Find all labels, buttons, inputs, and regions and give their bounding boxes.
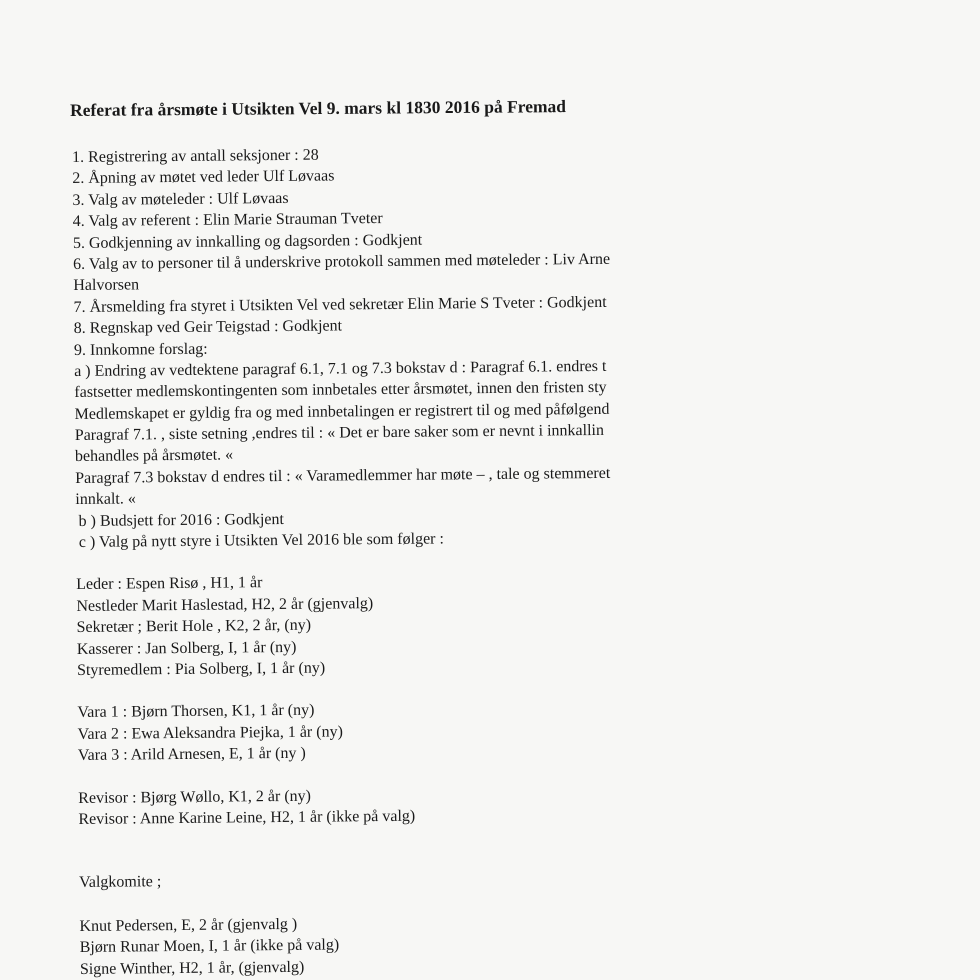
agenda-item-6-cont: Halvorsen xyxy=(73,276,140,295)
committee-member: Signe Winther, H2, 1 år, (gjenvalg) xyxy=(79,958,305,978)
board-member: Leder : Espen Risø , H1, 1 år xyxy=(76,574,263,594)
auditor: Revisor : Anne Karine Leine, H2, 1 år (ikke på valg) xyxy=(78,807,416,828)
committee-heading: Valgkomite ; xyxy=(78,873,162,892)
document-title: Referat fra årsmøte i Utsikten Vel 9. mars kl 1830 2016 på Fremad xyxy=(70,96,567,120)
committee-member: Knut Pedersen, E, 2 år (gjenvalg ) xyxy=(79,915,298,935)
agenda-item-9: 9. Innkomne forslag: xyxy=(73,340,208,359)
deputy-member: Vara 3 : Arild Arnesen, E, 1 år (ny ) xyxy=(77,744,306,765)
agenda-item-3: 3. Valg av møteleder : Ulf Løvaas xyxy=(72,189,289,209)
board-list xyxy=(76,566,977,682)
proposal-c: c ) Valg på nytt styre i Utsikten Vel 2016 ble som følger : xyxy=(78,530,445,551)
board-member: Sekretær ; Berit Hole , K2, 2 år, (ny) xyxy=(76,616,312,637)
proposal-a-line-5: behandles på årsmøtet. « xyxy=(74,446,234,466)
proposal-a-line-3: Medlemskapet er gyldig fra og med innbetalingen er registrert til og med påfølgend xyxy=(74,400,610,423)
proposal-a-line-4: Paragraf 7.1. , siste setning ,endres til : « Det er bare saker som er nevnt i innkallin xyxy=(74,421,605,445)
proposal-a-line-6: Paragraf 7.3 bokstav d endres til : « Varamedlemmer har møte – , tale og stemmeret xyxy=(75,464,611,487)
board-member: Styremedlem : Pia Solberg, I, 1 år (ny) xyxy=(76,659,326,679)
committee-member: Bjørn Runar Moen, I, 1 år (ikke på valg) xyxy=(79,936,340,957)
board-member: Kasserer : Jan Solberg, I, 1 år (ny) xyxy=(76,638,297,658)
agenda-item-6: 6. Valg av to personer til å underskrive protokoll sammen med møteleder : Liv Arne xyxy=(73,250,611,273)
deputy-member: Vara 2 : Ewa Aleksandra Piejka, 1 år (ny) xyxy=(77,723,343,743)
proposal-a-line-2: fastsetter medlemskontingenten som innbetales etter årsmøtet, innen den fristen sty xyxy=(74,379,607,402)
board-member: Nestleder Marit Haslestad, H2, 2 år (gjenvalg) xyxy=(76,594,374,615)
agenda-item-2: 2. Åpning av møtet ved leder Ulf Løvaas xyxy=(72,167,335,188)
agenda-item-1: 1. Registrering av antall seksjoner : 28 xyxy=(72,146,319,166)
agenda-list xyxy=(72,138,976,553)
committee-list xyxy=(79,907,980,980)
agenda-item-4: 4. Valg av referent : Elin Marie Strauman Tveter xyxy=(72,210,383,231)
agenda-item-7: 7. Årsmelding fra styret i Utsikten Vel ved sekretær Elin Marie S Tveter : Godkjent xyxy=(73,293,607,316)
proposal-a-line-1: a ) Endring av vedtektene paragraf 6.1, 7.1 og 7.3 bokstav d : Paragraf 6.1. endres t xyxy=(74,357,607,380)
proposal-a-line-7: innkalt. « xyxy=(75,490,136,509)
auditor: Revisor : Bjørg Wøllo, K1, 2 år (ny) xyxy=(78,787,312,807)
deputy-member: Vara 1 : Bjørn Thorsen, K1, 1 år (ny) xyxy=(77,702,315,722)
agenda-item-5: 5. Godkjenning av innkalling og dagsorden : Godkjent xyxy=(72,231,423,252)
agenda-item-8: 8. Regnskap ved Geir Teigstad : Godkjent xyxy=(73,317,343,338)
proposal-b: b ) Budsjett for 2016 : Godkjent xyxy=(78,510,284,530)
deputies-list xyxy=(77,694,978,767)
document-body xyxy=(72,138,980,979)
